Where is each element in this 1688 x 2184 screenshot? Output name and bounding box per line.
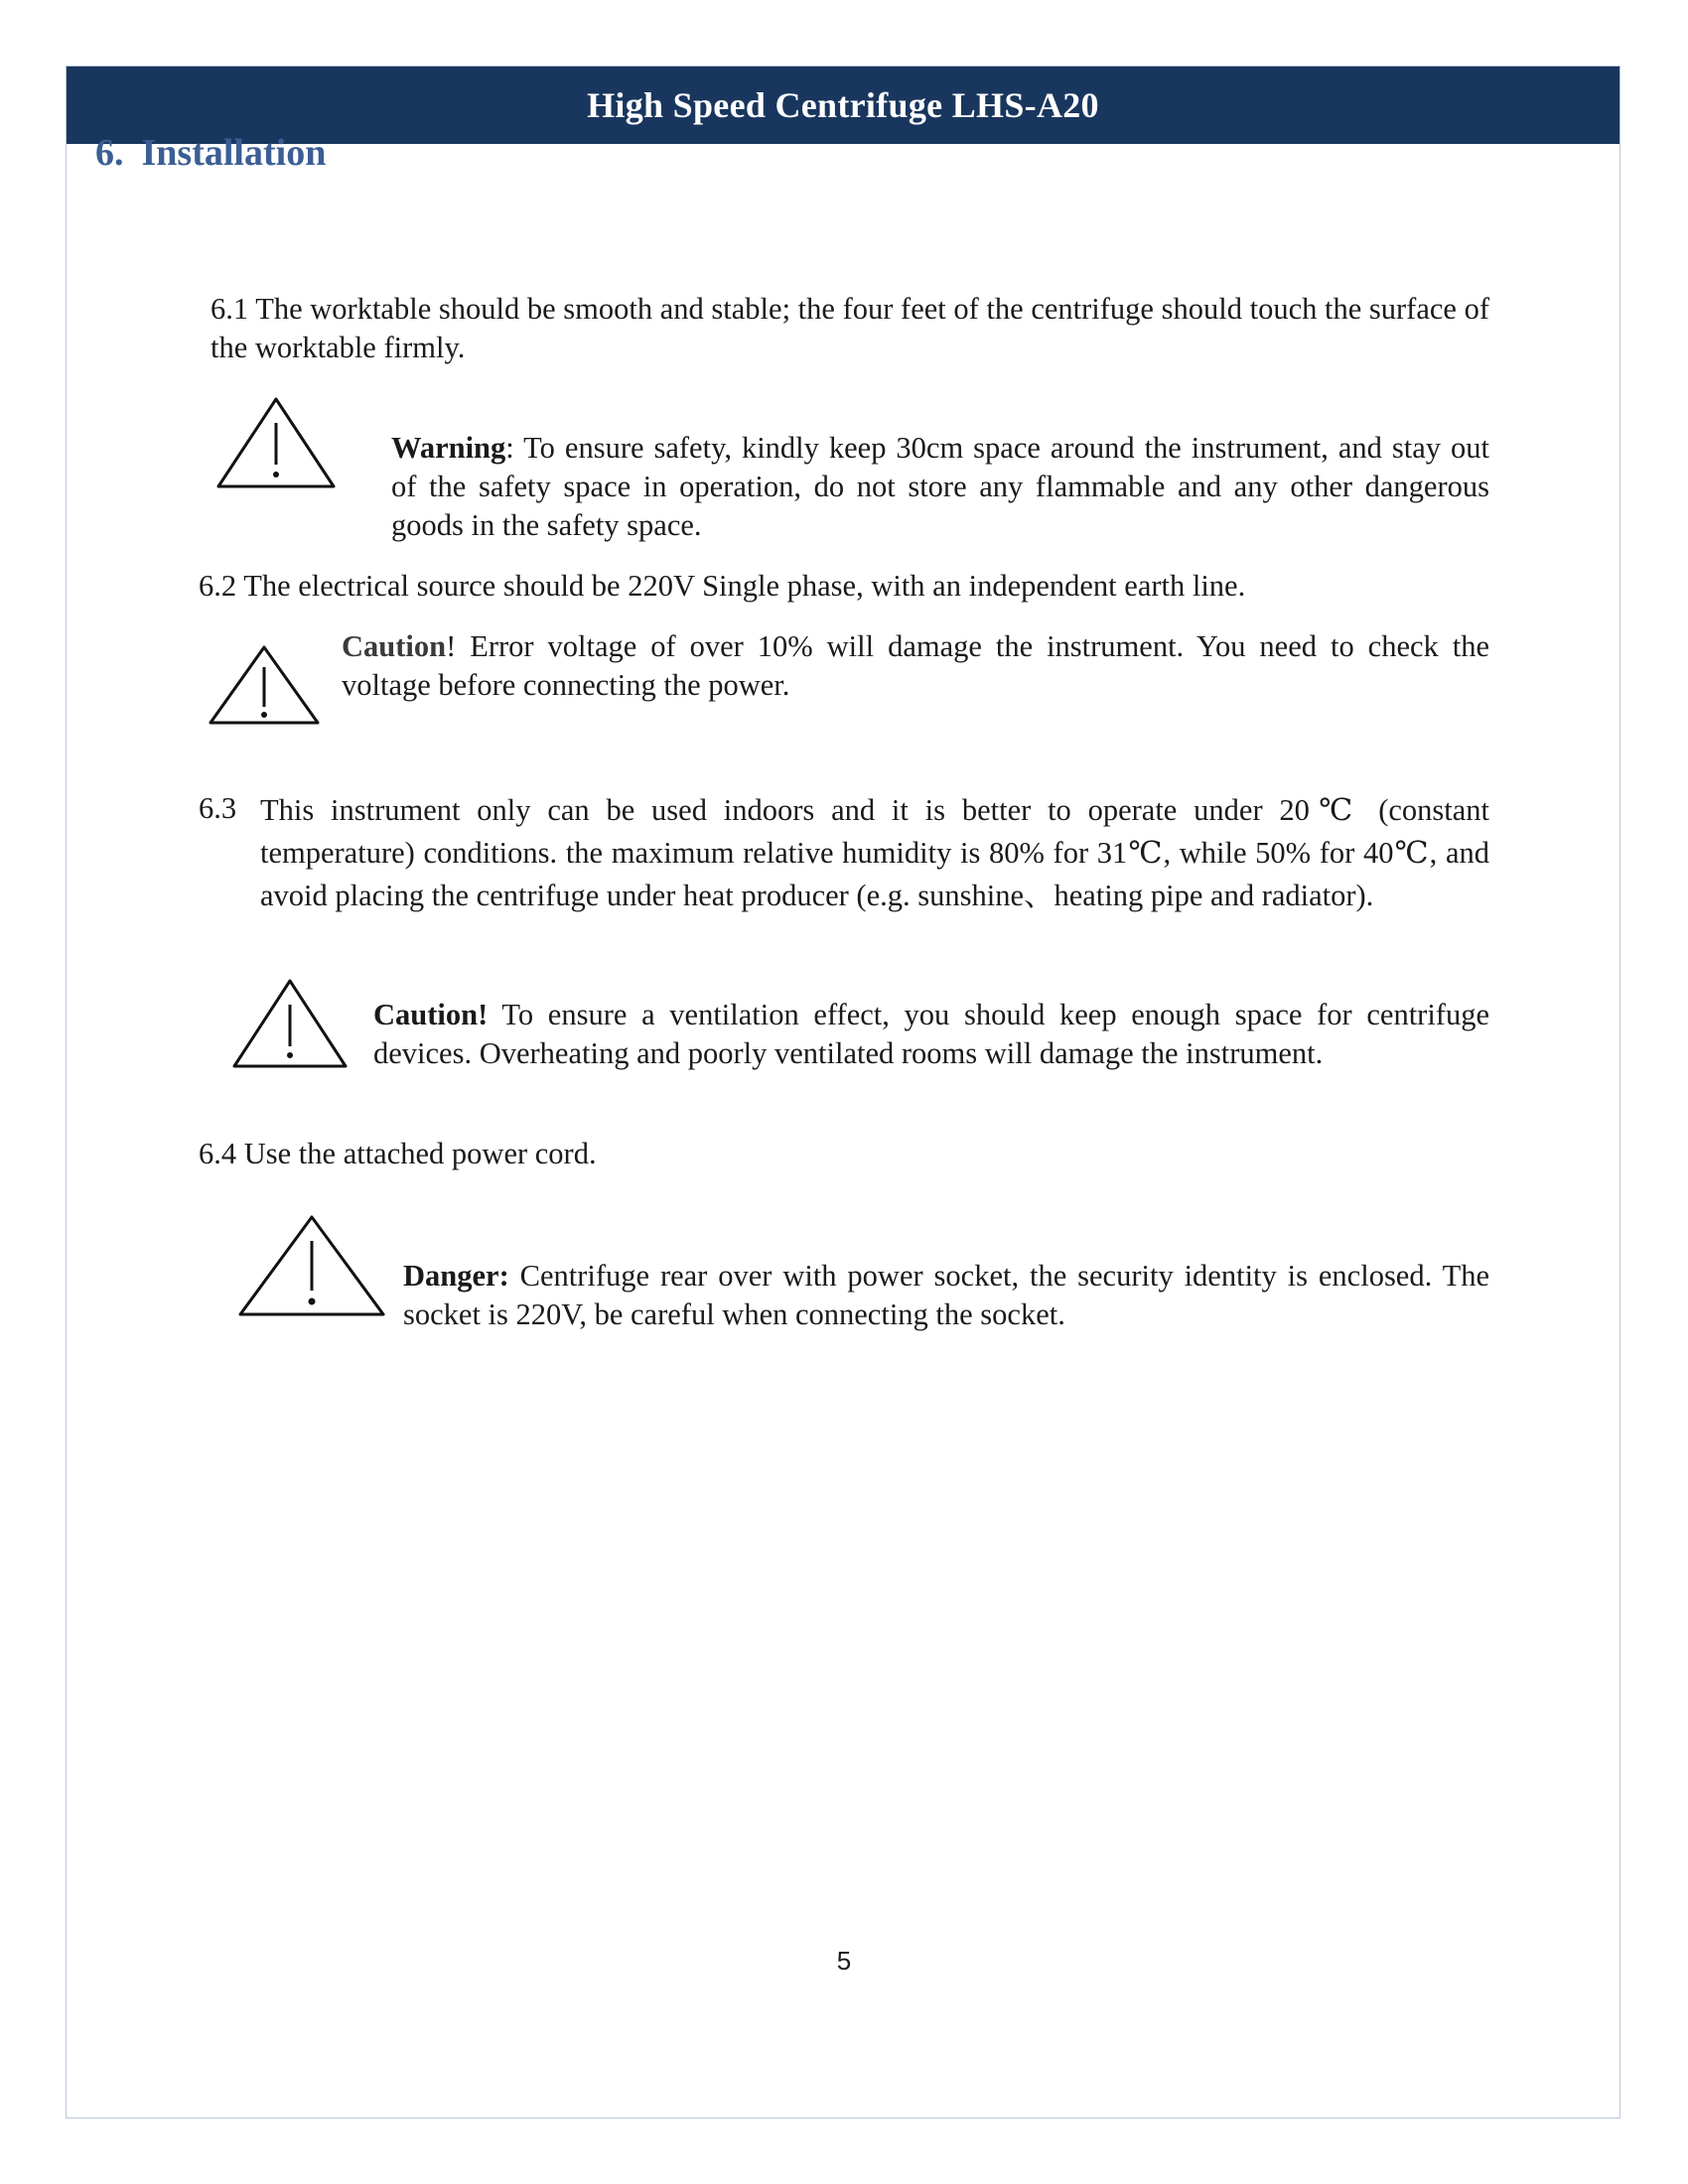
danger-note (403, 1257, 1489, 1334)
danger-label: Danger: (403, 1259, 509, 1293)
paragraph-6-3-number: 6.3 (199, 791, 237, 825)
caution-text: ! Error voltage of over 10% will damage the instrument. You need to check the voltage before connecting the power. (342, 629, 1489, 702)
header-title: High Speed Centrifuge LHS-A20 (587, 85, 1099, 125)
paragraph-6-3: This instrument only can be used indoors and it is better to operate under 20℃ (constant temperature) conditions. the maximum relative humidity is 80% for 31℃, while 50% for 40℃, and avoid placing the centrifuge under heat producer (e.g. sunshine、heating pipe and radiator). (260, 793, 1489, 912)
danger-text: Centrifuge rear over with power socket, the security identity is enclosed. The socket is 220V, be careful when connecting the socket. (403, 1259, 1489, 1331)
warning-triangle-icon (236, 1213, 387, 1318)
paragraph-6-2: 6.2 The electrical source should be 220V Single phase, with an independent earth line. (199, 569, 1246, 603)
section-number: 6. (95, 132, 124, 174)
page-frame (66, 66, 1620, 2118)
paragraph-6-1: 6.1 The worktable should be smooth and stable; the four feet of the centrifuge should touch the surface of the worktable firmly. (211, 292, 1489, 364)
caution-label: Caution (342, 629, 447, 663)
warning-label: Warning (391, 431, 506, 465)
caution-text: To ensure a ventilation effect, you should keep enough space for centrifuge devices. Overheating and poorly ventilated rooms will damage the instrument. (373, 998, 1489, 1070)
paragraph-6-4: 6.4 Use the attached power cord. (199, 1137, 597, 1170)
warning-triangle-icon (230, 977, 350, 1070)
caution-label: Caution! (373, 998, 489, 1031)
warning-text: : To ensure safety, kindly keep 30cm space around the instrument, and stay out of the safety space in operation, do not store any flammable and any other dangerous goods in the safety space. (391, 431, 1489, 542)
section-title: Installation (141, 132, 327, 174)
caution-note-ventilation (373, 996, 1489, 1073)
page-number: 5 (836, 1946, 852, 1976)
warning-note (391, 429, 1489, 545)
section-heading (95, 131, 326, 175)
warning-triangle-icon (214, 395, 338, 490)
caution-note-voltage (342, 627, 1489, 705)
warning-triangle-icon (207, 643, 322, 727)
